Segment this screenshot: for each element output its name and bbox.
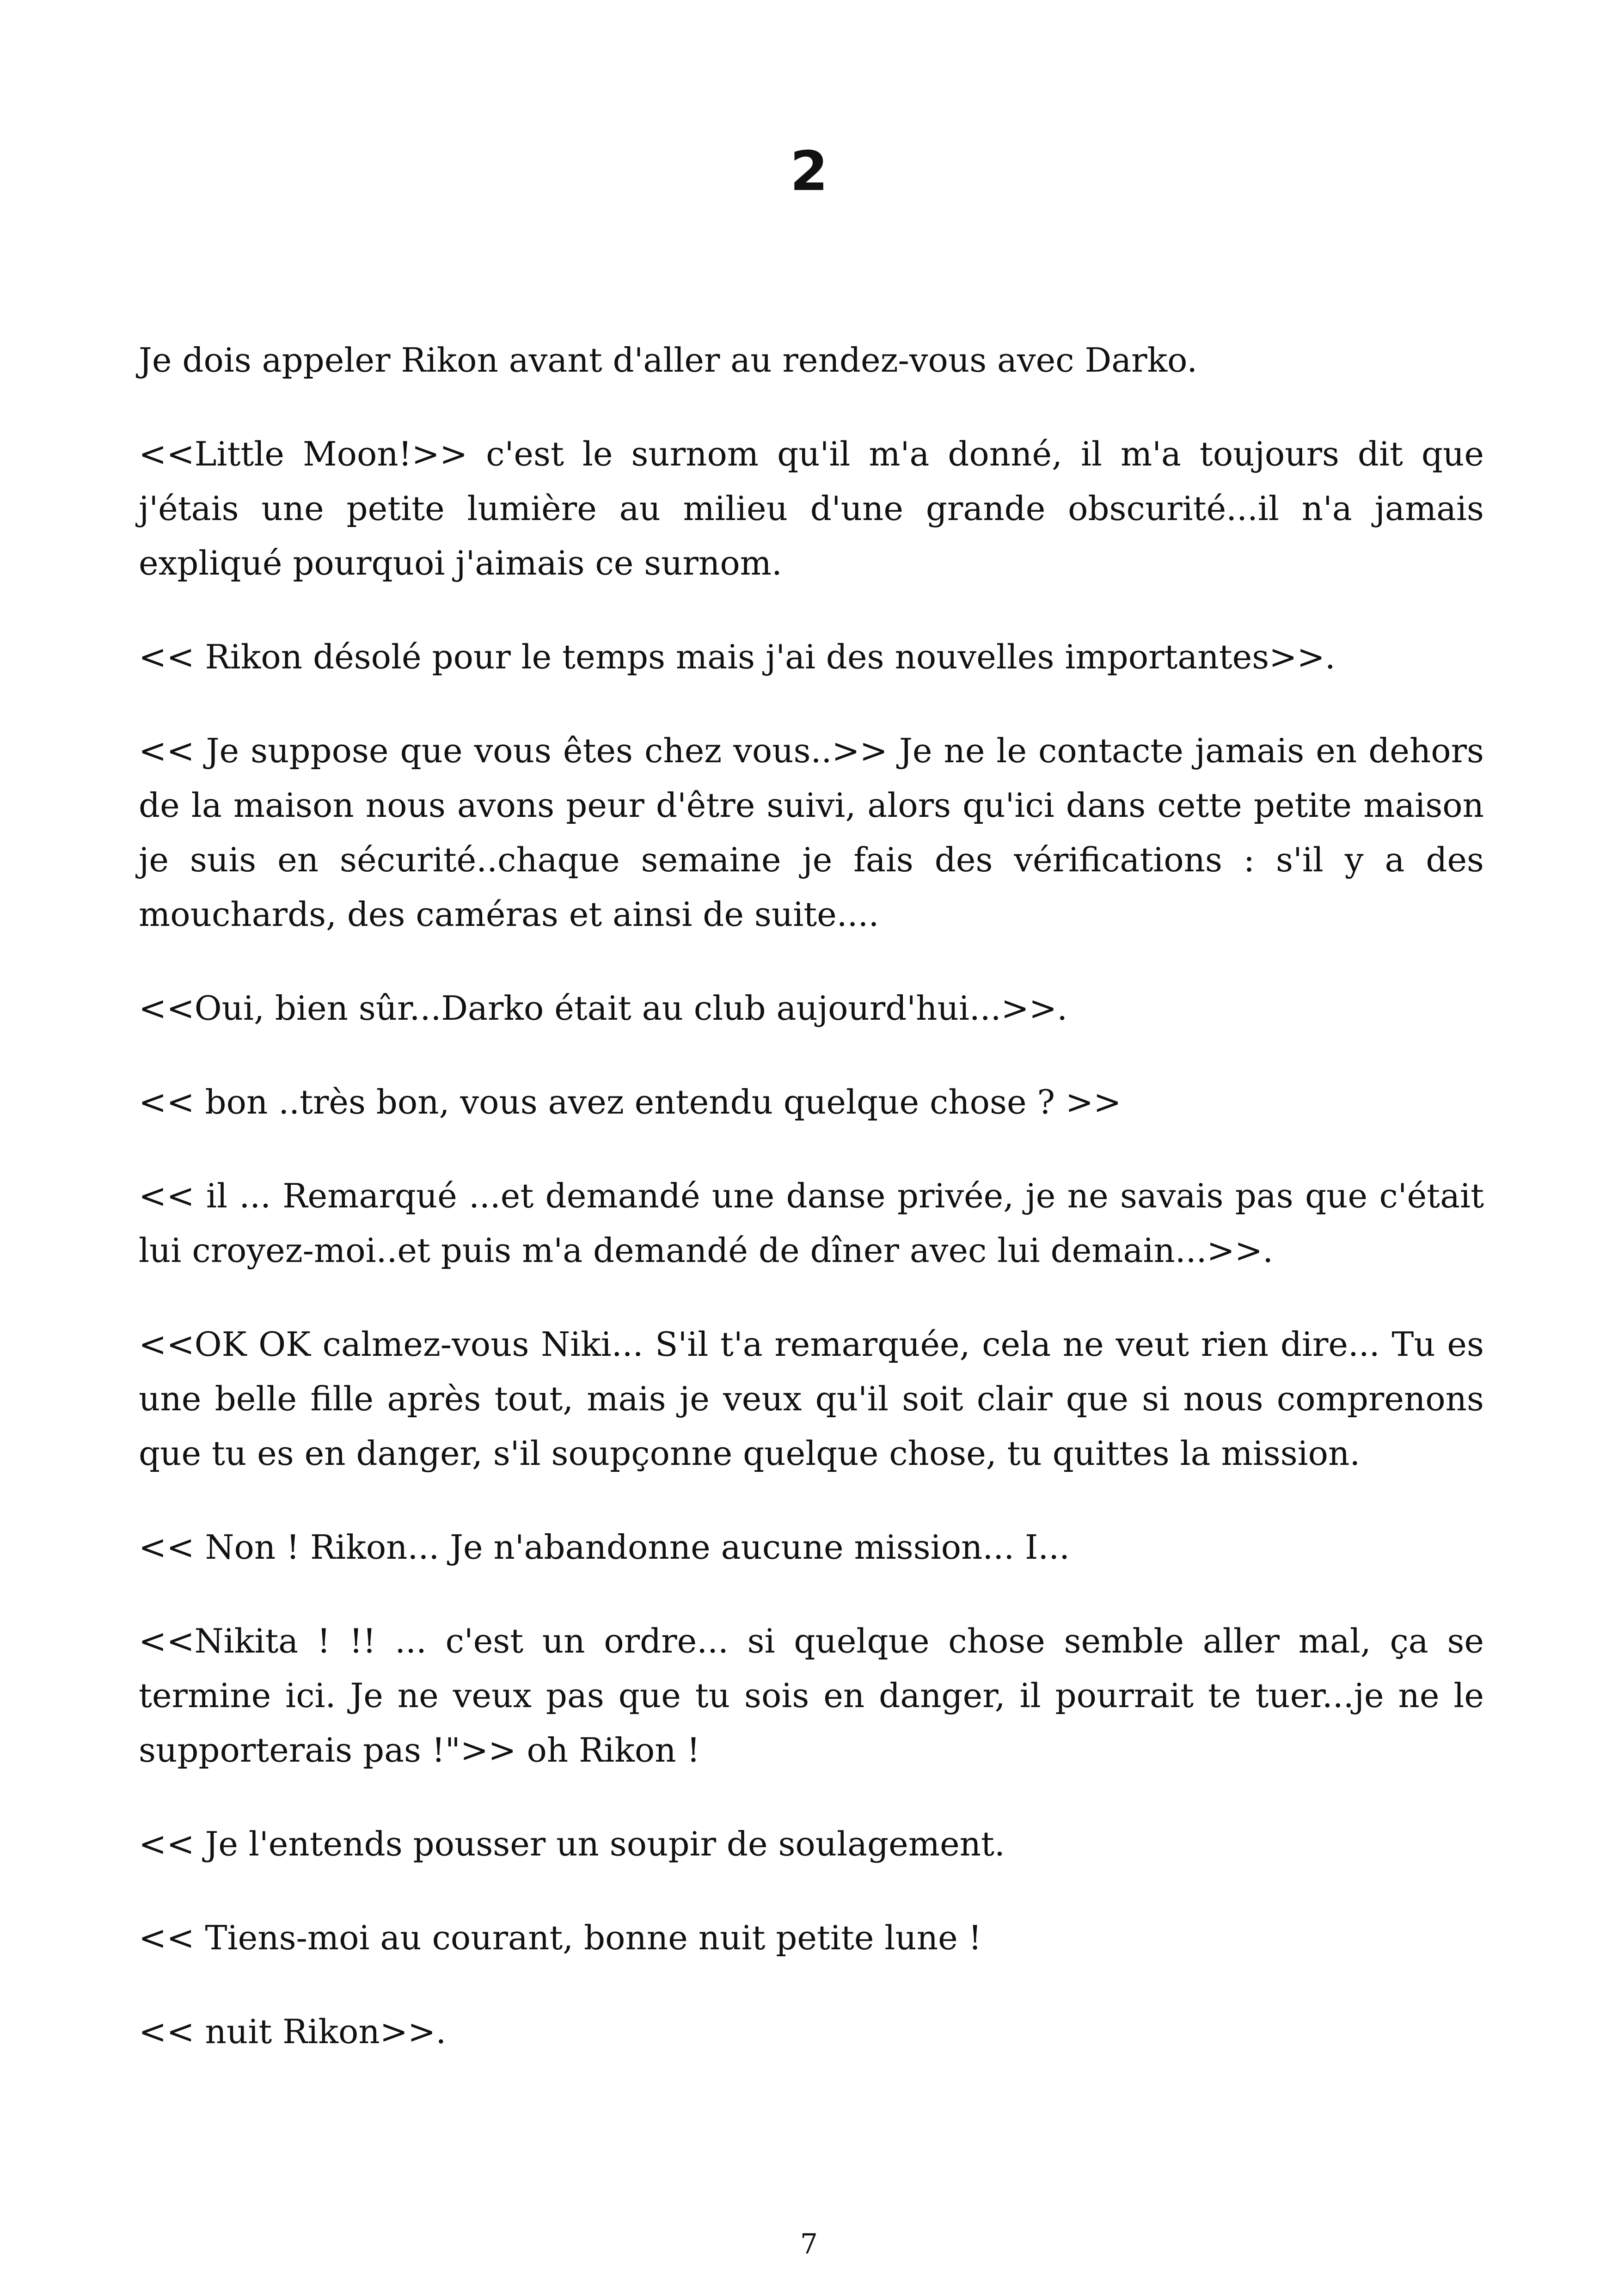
paragraph: <<Oui, bien sûr...Darko était au club aujourd'hui...>>. — [139, 989, 1068, 1028]
paragraph: << Je suppose que vous êtes chez vous..>> Je ne le contacte jamais en dehors de la maison nous avons peur d'être suivi, alors qu'ici dans cette petite maison je suis en sécurité..chaque semaine je fais des vérifications : s'il y a des mouchards, des caméras et ainsi de suite.... — [139, 731, 1484, 934]
paragraph: Je dois appeler Rikon avant d'aller au rendez-vous avec Darko. — [139, 341, 1198, 380]
paragraph: << Tiens-moi au courant, bonne nuit petite lune ! — [139, 1918, 982, 1957]
paragraph: <<Nikita ! !! ... c'est un ordre... si quelque chose semble aller mal, ça se termine ici. Je ne veux pas que tu sois en danger, il pourrait te tuer...je ne le supporterais pas !">> oh Rikon ! — [139, 1622, 1484, 1769]
body-text — [139, 333, 1484, 2059]
paragraph: << Non ! Rikon... Je n'abandonne aucune mission... I... — [139, 1528, 1070, 1567]
page-number: 7 — [800, 2228, 818, 2260]
paragraph: <<Little Moon!>> c'est le surnom qu'il m'a donné, il m'a toujours dit que j'étais une petite lumière au milieu d'une grande obscurité...il n'a jamais expliqué pourquoi j'aimais ce surnom. — [139, 435, 1484, 582]
paragraph: << Rikon désolé pour le temps mais j'ai des nouvelles importantes>>. — [139, 637, 1336, 676]
paragraph: << nuit Rikon>>. — [139, 2012, 447, 2051]
chapter-title: 2 — [790, 139, 828, 203]
paragraph: << bon ..très bon, vous avez entendu quelque chose ? >> — [139, 1083, 1122, 1121]
paragraph: << il ... Remarqué ...et demandé une danse privée, je ne savais pas que c'était lui croyez-moi..et puis m'a demandé de dîner avec lui demain...>>. — [139, 1176, 1484, 1270]
paragraph: <<OK OK calmez-vous Niki... S'il t'a remarquée, cela ne veut rien dire... Tu es une belle fille après tout, mais je veux qu'il soit clair que si nous comprenons que tu es en danger, s'il soupçonne quelque chose, tu quittes la mission. — [139, 1325, 1484, 1473]
paragraph: << Je l'entends pousser un soupir de soulagement. — [139, 1825, 1005, 1863]
